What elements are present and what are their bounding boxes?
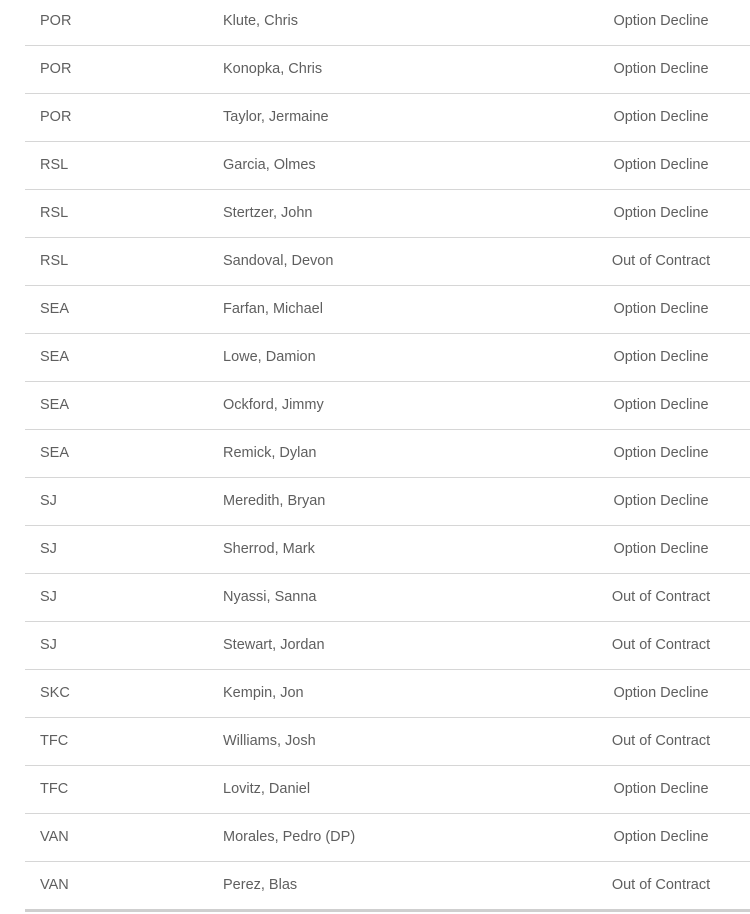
team-cell: TFC xyxy=(40,781,69,797)
status-cell: Option Decline xyxy=(613,685,709,701)
team-cell: RSL xyxy=(40,157,69,173)
team-cell: SKC xyxy=(40,685,70,701)
status-cell: Out of Contract xyxy=(611,589,711,605)
status-cell: Out of Contract xyxy=(611,877,711,893)
table-row xyxy=(25,430,750,478)
team-cell: SEA xyxy=(40,397,70,413)
status-cell: Option Decline xyxy=(613,349,709,365)
table-row xyxy=(25,574,750,622)
player-name-cell: Lovitz, Daniel xyxy=(223,781,311,797)
player-name-cell: Stewart, Jordan xyxy=(223,637,325,653)
status-cell: Option Decline xyxy=(613,781,709,797)
player-name-cell: Klute, Chris xyxy=(223,13,298,29)
team-cell: POR xyxy=(40,109,72,125)
status-cell: Out of Contract xyxy=(611,253,711,269)
status-cell: Out of Contract xyxy=(611,637,711,653)
team-cell: SJ xyxy=(40,541,57,557)
player-name-cell: Garcia, Olmes xyxy=(223,157,316,173)
table-row xyxy=(25,334,750,382)
team-cell: SJ xyxy=(40,493,57,509)
player-name-cell: Sandoval, Devon xyxy=(223,253,334,269)
team-cell: SEA xyxy=(40,349,70,365)
table-row xyxy=(25,766,750,814)
status-cell: Option Decline xyxy=(613,301,709,317)
team-cell: POR xyxy=(40,61,72,77)
table-row xyxy=(25,190,750,238)
table-row xyxy=(25,526,750,574)
player-name-cell: Kempin, Jon xyxy=(223,685,304,701)
status-cell: Option Decline xyxy=(613,541,709,557)
table-row xyxy=(25,142,750,190)
team-cell: VAN xyxy=(40,829,69,845)
status-cell: Option Decline xyxy=(613,493,709,509)
player-status-table xyxy=(25,0,750,912)
player-name-cell: Sherrod, Mark xyxy=(223,541,315,557)
status-cell: Option Decline xyxy=(613,13,709,29)
player-name-cell: Farfan, Michael xyxy=(223,301,323,317)
status-cell: Option Decline xyxy=(613,109,709,125)
table-row xyxy=(25,382,750,430)
player-name-cell: Morales, Pedro (DP) xyxy=(223,829,356,845)
player-name-cell: Ockford, Jimmy xyxy=(223,397,324,413)
player-name-cell: Meredith, Bryan xyxy=(223,493,326,509)
table-row xyxy=(25,238,750,286)
table-row xyxy=(25,622,750,670)
table-row xyxy=(25,862,750,912)
table-row xyxy=(25,0,750,46)
team-cell: SJ xyxy=(40,637,57,653)
status-cell: Option Decline xyxy=(613,61,709,77)
status-cell: Option Decline xyxy=(613,205,709,221)
table-row xyxy=(25,478,750,526)
table-row xyxy=(25,46,750,94)
status-cell: Option Decline xyxy=(613,157,709,173)
status-cell: Option Decline xyxy=(613,829,709,845)
status-cell: Option Decline xyxy=(613,397,709,413)
table-row xyxy=(25,718,750,766)
team-cell: RSL xyxy=(40,205,69,221)
player-name-cell: Lowe, Damion xyxy=(223,349,316,365)
team-cell: TFC xyxy=(40,733,69,749)
team-cell: SEA xyxy=(40,445,70,461)
player-name-cell: Remick, Dylan xyxy=(223,445,317,461)
player-name-cell: Perez, Blas xyxy=(223,877,298,893)
team-cell: VAN xyxy=(40,877,69,893)
table-row xyxy=(25,670,750,718)
team-cell: RSL xyxy=(40,253,69,269)
player-name-cell: Taylor, Jermaine xyxy=(223,109,329,125)
team-cell: SJ xyxy=(40,589,57,605)
team-cell: POR xyxy=(40,13,72,29)
player-name-cell: Williams, Josh xyxy=(223,733,316,749)
team-cell: SEA xyxy=(40,301,70,317)
player-name-cell: Nyassi, Sanna xyxy=(223,589,317,605)
status-cell: Out of Contract xyxy=(611,733,711,749)
table-row xyxy=(25,286,750,334)
table-row xyxy=(25,94,750,142)
player-name-cell: Stertzer, John xyxy=(223,205,313,221)
player-name-cell: Konopka, Chris xyxy=(223,61,323,77)
status-cell: Option Decline xyxy=(613,445,709,461)
table-row xyxy=(25,814,750,862)
